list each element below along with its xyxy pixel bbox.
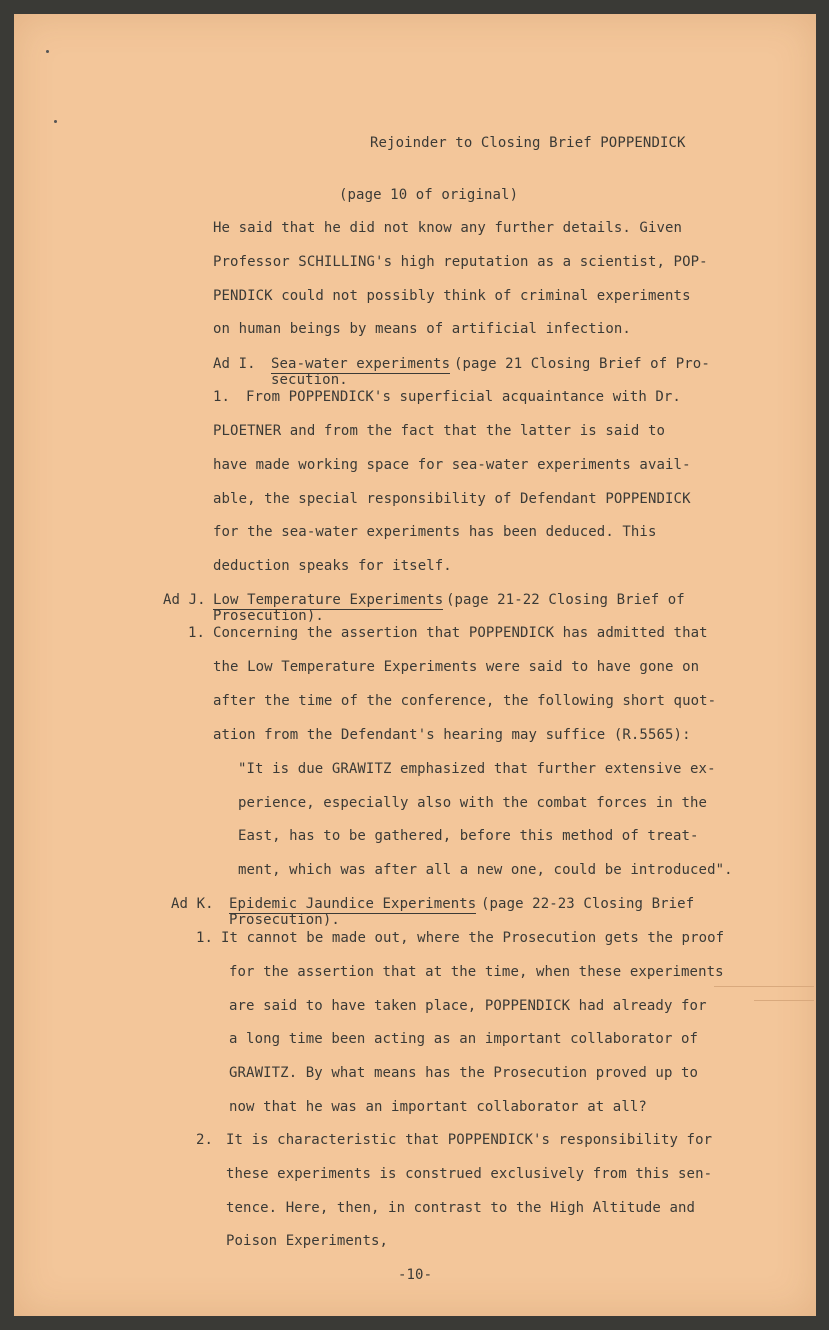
text-line: It cannot be made out, where the Prosecution gets the proof [221,930,725,946]
text-line: for the sea-water experiments has been deduced. This [213,524,657,540]
speck-mark [54,120,57,123]
text-line: Professor SCHILLING's high reputation as a scientist, POP- [213,254,708,270]
text-line: after the time of the conference, the following short quot- [213,693,717,709]
quote-line: perience, especially also with the combat forces in the [238,795,708,811]
paper-crease [714,986,814,987]
section-label: Ad J. [163,592,206,608]
text-line: It is characteristic that POPPENDICK's responsibility for [226,1132,713,1148]
text-line: tence. Here, then, in contrast to the High Altitude and [226,1200,696,1216]
text-line: are said to have taken place, POPPENDICK had already for [229,998,707,1014]
text-line: Concerning the assertion that POPPENDICK has admitted that [213,625,708,641]
text-line: now that he was an important collaborator at all? [229,1099,647,1115]
document-title: Rejoinder to Closing Brief POPPENDICK [370,135,686,151]
section-label: Ad I. [213,356,256,372]
text-line: ation from the Defendant's hearing may suffice (R.5565): [213,727,691,743]
section-reference: (page 22-23 Closing Brief [481,896,695,912]
item-number: 2. [196,1132,214,1148]
text-line: deduction speaks for itself. [213,558,452,574]
speck-mark [46,50,49,53]
text-line: Poison Experiments, [226,1233,389,1249]
section-reference: (page 21 Closing Brief of Pro- [454,356,710,372]
text-line: He said that he did not know any further details. Given [213,220,683,236]
section-heading: Low Temperature Experiments [213,592,444,608]
text-line: PLOETNER and from the fact that the latter is said to [213,423,666,439]
section-heading: Sea-water experiments [271,356,451,372]
item-number: 1. [188,625,206,641]
quote-line: East, has to be gathered, before this method of treat- [238,828,699,844]
section-reference: (page 21-22 Closing Brief of [446,592,685,608]
text-line: these experiments is construed exclusively from this sen- [226,1166,713,1182]
text-line: a long time been acting as an important collaborator of [229,1031,699,1047]
quote-line: "It is due GRAWITZ emphasized that further extensive ex- [238,761,716,777]
text-line: have made working space for sea-water experiments avail- [213,457,691,473]
text-line: PENDICK could not possibly think of criminal experiments [213,288,691,304]
text-line: the Low Temperature Experiments were said to have gone on [213,659,700,675]
text-line: on human beings by means of artificial infection. [213,321,631,337]
text-line: From POPPENDICK's superficial acquaintance with Dr. [246,389,681,405]
section-reference-cont: Prosecution). [213,608,324,624]
text-line: GRAWITZ. By what means has the Prosecution proved up to [229,1065,699,1081]
page-reference: (page 10 of original) [339,187,519,203]
item-number: 1. [213,389,231,405]
section-heading: Epidemic Jaundice Experiments [229,896,477,912]
page-number: -10- [398,1267,433,1283]
item-number: 1. [196,930,214,946]
text-line: able, the special responsibility of Defendant POPPENDICK [213,491,691,507]
section-reference-cont: Prosecution). [229,912,340,928]
section-reference-cont: secution. [271,372,348,388]
quote-line: ment, which was after all a new one, could be introduced". [238,862,733,878]
section-label: Ad K. [171,896,214,912]
paper-crease [754,1000,814,1001]
text-line: for the assertion that at the time, when these experiments [229,964,724,980]
